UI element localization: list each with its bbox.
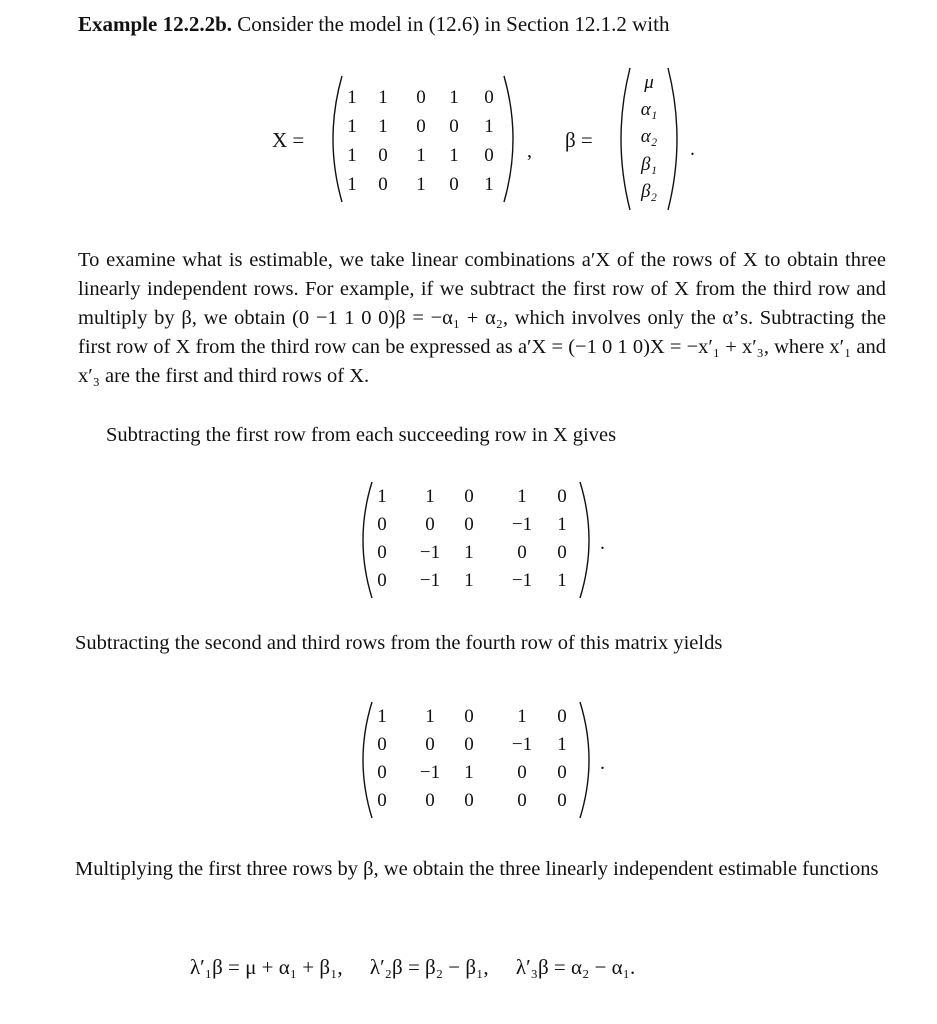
matrix-cell: 0 <box>378 174 388 195</box>
estimable-function-3: λ′₃β = α₂ − α₁. <box>515 955 636 979</box>
matrix-cell: 0 <box>377 734 387 755</box>
matrix-cell: 0 <box>557 790 567 811</box>
paragraph-estimability: To examine what is estimable, we take linear combinations a′X of the rows of X to obtain three linearly independent rows. For example, if we subtract the first row of X from the third row and multiply by β, we obtain (0 −1 1 0 0)β = −α₁ + α₂, which involves only the α’s. Subtracting the first row of X from the third row can be expressed as a′X = (−1 0 1 0)X = −x′₁ + x′₃, where x′₁ and x′₃ are the first and third rows of X. <box>78 249 886 387</box>
matrix-cell: 1 <box>378 116 388 137</box>
matrix-cell: 1 <box>557 734 567 755</box>
matrix-cell: 0 <box>425 790 435 811</box>
matrix-cell: −1 <box>511 570 533 591</box>
matrix-cell: 0 <box>425 734 435 755</box>
matrix-cell: 1 <box>347 116 357 137</box>
matrix-cell: 1 <box>425 706 435 727</box>
matrix-cell: 0 <box>416 87 426 108</box>
matrix-2-period: . <box>600 532 605 554</box>
example-intro: Consider the model in (12.6) in Section 12.1.2 with <box>237 12 670 36</box>
example-label: Example 12.2.2b. <box>78 12 233 36</box>
matrix-cell: 0 <box>377 762 387 783</box>
matrix-cell: 0 <box>377 790 387 811</box>
paragraph-estimable-functions: Multiplying the first three rows by β, we obtain the three linearly independent estimable functions <box>75 858 879 880</box>
vector-entry: α₂ <box>640 126 658 147</box>
matrix-cell: 0 <box>517 762 527 783</box>
matrix-cell: 1 <box>484 174 494 195</box>
matrix-cell: 0 <box>484 87 494 108</box>
matrix-3-period: . <box>600 752 605 774</box>
matrix-cell: 1 <box>484 116 494 137</box>
reduced-matrix-step2 <box>358 700 594 820</box>
matrix-cell: −1 <box>511 514 533 535</box>
vector-entry: α₁ <box>640 99 658 120</box>
matrix-cell: 0 <box>449 116 459 137</box>
matrix-cell: 0 <box>377 514 387 535</box>
matrix-cell: 0 <box>464 706 474 727</box>
estimable-function-1: λ′₁β = μ + α₁ + β₁, <box>190 955 343 979</box>
matrix-cell: 0 <box>464 790 474 811</box>
right-parenthesis <box>580 482 589 598</box>
matrix-cell: 1 <box>517 486 527 507</box>
matrix-cell: 0 <box>449 174 459 195</box>
matrix-cell: −1 <box>419 762 441 783</box>
vector-entry: μ <box>644 72 654 93</box>
matrix-cell: −1 <box>419 570 441 591</box>
matrix-cell: 0 <box>377 570 387 591</box>
beta-vector <box>616 66 682 212</box>
matrix-cell: 1 <box>464 570 474 591</box>
paragraph-subtract-rows: Subtracting the second and third rows from the fourth row of this matrix yields <box>75 632 723 654</box>
example-heading <box>78 12 669 37</box>
matrix-cell: 0 <box>517 790 527 811</box>
matrix-cell: 0 <box>377 542 387 563</box>
matrix-x-comma: , <box>527 140 532 162</box>
design-matrix-x <box>328 74 518 204</box>
matrix-cell: 1 <box>416 174 426 195</box>
matrix-cell: 0 <box>517 542 527 563</box>
matrix-cell: 1 <box>449 87 459 108</box>
beta-vector-period: . <box>690 138 695 160</box>
beta-vector-label: β = <box>565 128 593 152</box>
estimable-function-2: λ′₂β = β₂ − β₁, <box>369 955 489 979</box>
matrix-cell: −1 <box>511 734 533 755</box>
matrix-cell: 0 <box>557 542 567 563</box>
matrix-cell: 0 <box>464 514 474 535</box>
matrix-x-label: X = <box>272 128 305 152</box>
matrix-cell: 0 <box>557 762 567 783</box>
matrix-cell: 1 <box>416 145 426 166</box>
matrix-cell: 1 <box>464 542 474 563</box>
matrix-cell: 1 <box>378 87 388 108</box>
vector-entry: β₁ <box>640 154 658 175</box>
matrix-cell: 1 <box>425 486 435 507</box>
paragraph-subtract-first-row: Subtracting the first row from each succeeding row in X gives <box>106 424 617 446</box>
reduced-matrix-step1 <box>358 480 594 600</box>
matrix-cell: 0 <box>464 486 474 507</box>
matrix-cell: 0 <box>557 486 567 507</box>
matrix-cell: 1 <box>517 706 527 727</box>
matrix-cell: 0 <box>464 734 474 755</box>
right-parenthesis <box>580 702 589 818</box>
matrix-cell: 1 <box>464 762 474 783</box>
matrix-cell: 0 <box>378 145 388 166</box>
matrix-cell: 1 <box>347 174 357 195</box>
matrix-cell: 1 <box>557 514 567 535</box>
estimable-functions <box>190 955 635 980</box>
matrix-cell: 0 <box>557 706 567 727</box>
vector-entry: β₂ <box>640 181 658 202</box>
matrix-cell: 0 <box>425 514 435 535</box>
matrix-cell: 0 <box>484 145 494 166</box>
matrix-cell: 1 <box>557 570 567 591</box>
matrix-cell: 1 <box>347 87 357 108</box>
matrix-cell: 1 <box>347 145 357 166</box>
matrix-cell: 1 <box>377 486 387 507</box>
matrix-cell: 0 <box>416 116 426 137</box>
matrix-cell: −1 <box>419 542 441 563</box>
right-parenthesis <box>504 76 513 202</box>
matrix-cell: 1 <box>377 706 387 727</box>
matrix-cell: 1 <box>449 145 459 166</box>
